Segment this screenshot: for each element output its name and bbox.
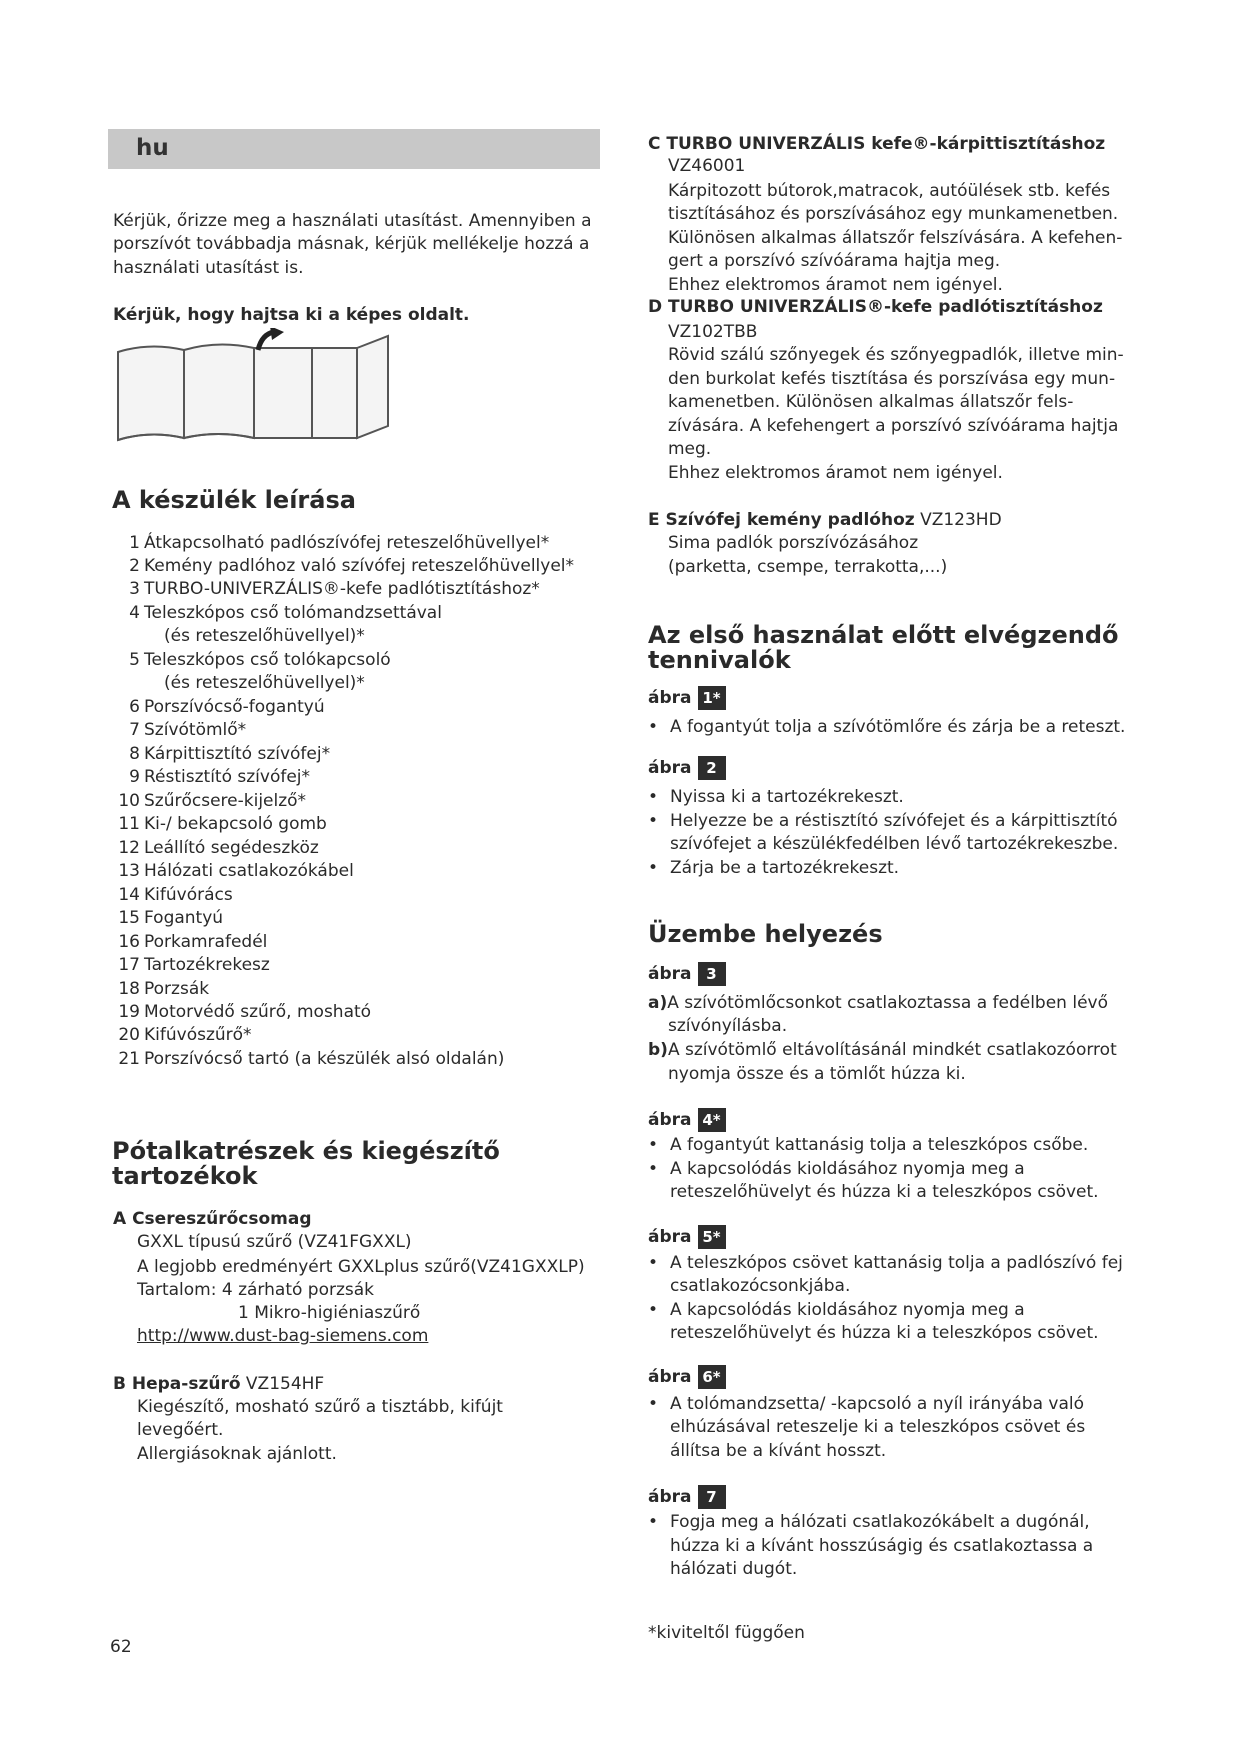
part-b-title: B Hepa-szűrő (113, 1374, 241, 1394)
figure-ref-4: ábra 4* (648, 1108, 726, 1132)
part-d-line-5: meg. (668, 439, 712, 459)
part-b-code: VZ154HF (245, 1374, 325, 1394)
part-d-line-3: kamenetben. Különösen alkalmas állatszőr fels- (668, 392, 1074, 412)
part-d-title: D TURBO UNIVERZÁLIS®-kefe padlótisztításhoz (648, 297, 1103, 317)
figure-ref-3: ábra 3 (648, 962, 726, 986)
figure-ref-2: ábra 2 (648, 756, 726, 780)
bullet-item-continuation: hálózati dugót. (670, 1559, 798, 1579)
figure-ref-5: ábra 5* (648, 1225, 726, 1249)
dust-bag-link[interactable]: http://www.dust-bag-siemens.com (137, 1326, 429, 1346)
part-d-line-4: zívására. A kefehengert a porszívó szívóárama hajtja (668, 416, 1119, 436)
parts-heading-line-2: tartozékok (112, 1162, 258, 1190)
bullet-item-continuation: húzza ki a kívánt hosszúságig és csatlakoztassa a (670, 1536, 1094, 1556)
bullet-item-continuation: reteszelőhüvelyt és húzza ki a teleszkópos csövet. (670, 1323, 1099, 1343)
part-d-code: VZ102TBB (668, 322, 758, 342)
figure-number-badge: 4* (698, 1108, 726, 1132)
list-item: 19 Motorvédő szűrő, mosható (118, 1002, 372, 1022)
parts-heading-line-1: Pótalkatrészek és kiegészítő (112, 1137, 500, 1165)
part-a-line-4: 1 Mikro-higiéniaszűrő (238, 1303, 421, 1323)
list-item: 10 Szűrőcsere-kijelző* (118, 791, 307, 811)
part-c-line-1: Kárpitozott bútorok,matracok, autóülések stb. kefés (668, 181, 1111, 201)
fold-note: Kérjük, hogy hajtsa ki a képes oldalt. (113, 305, 470, 325)
part-d-line-1: Rövid szálú szőnyegek és szőnyegpadlók, illetve min- (668, 345, 1124, 365)
list-item: 4 Teleszkópos cső tolómandzsettával (129, 603, 442, 623)
list-item: 14 Kifúvórács (118, 885, 233, 905)
first-use-heading-line-2: tennivalók (648, 646, 791, 674)
list-item: 18 Porzsák (118, 979, 210, 999)
figure-number-badge: 6* (698, 1365, 726, 1389)
setup-heading: Üzembe helyezés (648, 920, 883, 948)
list-item: 16 Porkamrafedél (118, 932, 268, 952)
part-d-line-6: Ehhez elektromos áramot nem igényel. (668, 463, 1003, 483)
part-c-line-3: Különösen alkalmas állatszőr felszívására. A kefehen- (668, 228, 1123, 248)
list-item: 8 Kárpittisztító szívófej* (129, 744, 331, 764)
component-list (112, 533, 632, 1073)
part-a-line-1: GXXL típusú szűrő (VZ41FGXXL) (137, 1232, 412, 1252)
bullet-item-continuation: reteszelőhüvelyt és húzza ki a teleszkópos csövet. (670, 1182, 1099, 1202)
part-e-title: E Szívófej kemény padlóhoz (648, 510, 915, 530)
part-b-line-3: Allergiásoknak ajánlott. (137, 1444, 337, 1464)
part-a-line-3: Tartalom: 4 zárható porzsák (137, 1280, 375, 1300)
figure-number-badge: 2 (698, 756, 726, 780)
step-b-continuation: nyomja össze és a tömlőt húzza ki. (668, 1064, 966, 1084)
step-b: b)A szívótömlő eltávolításánál mindkét csatlakozóorrot (648, 1040, 1117, 1060)
figure-ref-1: ábra 1* (648, 686, 726, 710)
part-b-line-1: Kiegészítő, mosható szűrő a tisztább, kifújt (137, 1397, 503, 1417)
list-item: 3 TURBO-UNIVERZÁLIS®-kefe padlótisztításhoz* (129, 579, 540, 599)
list-item: 5 Teleszkópos cső tolókapcsoló (129, 650, 391, 670)
figure-number-badge: 5* (698, 1225, 726, 1249)
figure-number-badge: 7 (698, 1485, 726, 1509)
first-use-heading-line-1: Az első használat előtt elvégzendő (648, 621, 1119, 649)
part-a-title: A Csereszűrőcsomag (113, 1209, 312, 1229)
language-code: hu (136, 135, 169, 161)
figure-number-badge: 3 (698, 962, 726, 986)
list-item-continuation: (és reteszelőhüvellyel)* (164, 626, 365, 646)
bullet-item-continuation: szívófejet a készülékfedélben lévő tartozékrekeszbe. (670, 834, 1119, 854)
list-item: 20 Kifúvószűrő* (118, 1025, 252, 1045)
fold-out-page-illustration (112, 328, 402, 446)
language-bar (108, 129, 600, 169)
list-item: 21 Porszívócső tartó (a készülék alsó oldalán) (118, 1049, 505, 1069)
bullet-item-continuation: elhúzásával reteszelje ki a teleszkópos csövet és (670, 1417, 1086, 1437)
description-heading: A készülék leírása (112, 486, 356, 514)
figure-number-badge: 1* (698, 686, 726, 710)
part-a-line-2: A legjobb eredményért GXXLplus szűrő(VZ41GXXLP) (137, 1257, 585, 1277)
figure-ref-7: ábra 7 (648, 1485, 726, 1509)
part-b-title-row (113, 1373, 324, 1396)
step-a-continuation: szívónyílásba. (668, 1016, 788, 1036)
part-e-code: VZ123HD (920, 510, 1002, 530)
list-item-continuation: (és reteszelőhüvellyel)* (164, 673, 365, 693)
list-item: 7 Szívótömlő* (129, 720, 247, 740)
intro-line-2: porszívót továbbadja másnak, kérjük mellékelje hozzá a (113, 234, 590, 254)
list-item: 1 Átkapcsolható padlószívófej reteszelőhüvellyel* (129, 533, 550, 553)
part-e-line-2: (parketta, csempe, terrakotta,...) (668, 557, 948, 577)
bullet-item-continuation: csatlakozócsonkjába. (670, 1276, 851, 1296)
part-b-line-2: levegőért. (137, 1420, 224, 1440)
step-a: a)A szívótömlőcsonkot csatlakoztassa a fedélben lévő (648, 993, 1109, 1013)
figure-ref-6: ábra 6* (648, 1365, 726, 1389)
list-item: 11 Ki-/ bekapcsoló gomb (118, 814, 327, 834)
bullet-item-continuation: állítsa be a kívánt hosszt. (670, 1441, 887, 1461)
page-number: 62 (110, 1637, 132, 1657)
footnote: *kiviteltől függően (648, 1623, 805, 1643)
list-item: 17 Tartozékrekesz (118, 955, 270, 975)
list-item: 12 Leállító segédeszköz (118, 838, 319, 858)
intro-line-3: használati utasítást is. (113, 258, 304, 278)
part-e-line-1: Sima padlók porszívózásához (668, 533, 919, 553)
part-c-title: C TURBO UNIVERZÁLIS kefe®-kárpittisztításhoz (648, 134, 1106, 154)
list-item: 2 Kemény padlóhoz való szívófej reteszelőhüvellyel* (129, 556, 575, 576)
part-d-line-2: den burkolat kefés tisztítása és porszívása egy mun- (668, 369, 1116, 389)
list-item: 6 Porszívócső-fogantyú (129, 697, 325, 717)
list-item: 13 Hálózati csatlakozókábel (118, 861, 354, 881)
list-item: 15 Fogantyú (118, 908, 224, 928)
list-item: 9 Réstisztító szívófej* (129, 767, 311, 787)
part-e-title-row (648, 509, 1002, 532)
intro-line-1: Kérjük, őrizze meg a használati utasítást. Amennyiben a (113, 211, 592, 231)
part-c-line-5: Ehhez elektromos áramot nem igényel. (668, 275, 1003, 295)
part-c-code: VZ46001 (668, 156, 746, 176)
part-c-line-2: tisztításához és porszívásához egy munkamenetben. (668, 204, 1119, 224)
part-c-line-4: gert a porszívó szívóárama hajtja meg. (668, 251, 1001, 271)
